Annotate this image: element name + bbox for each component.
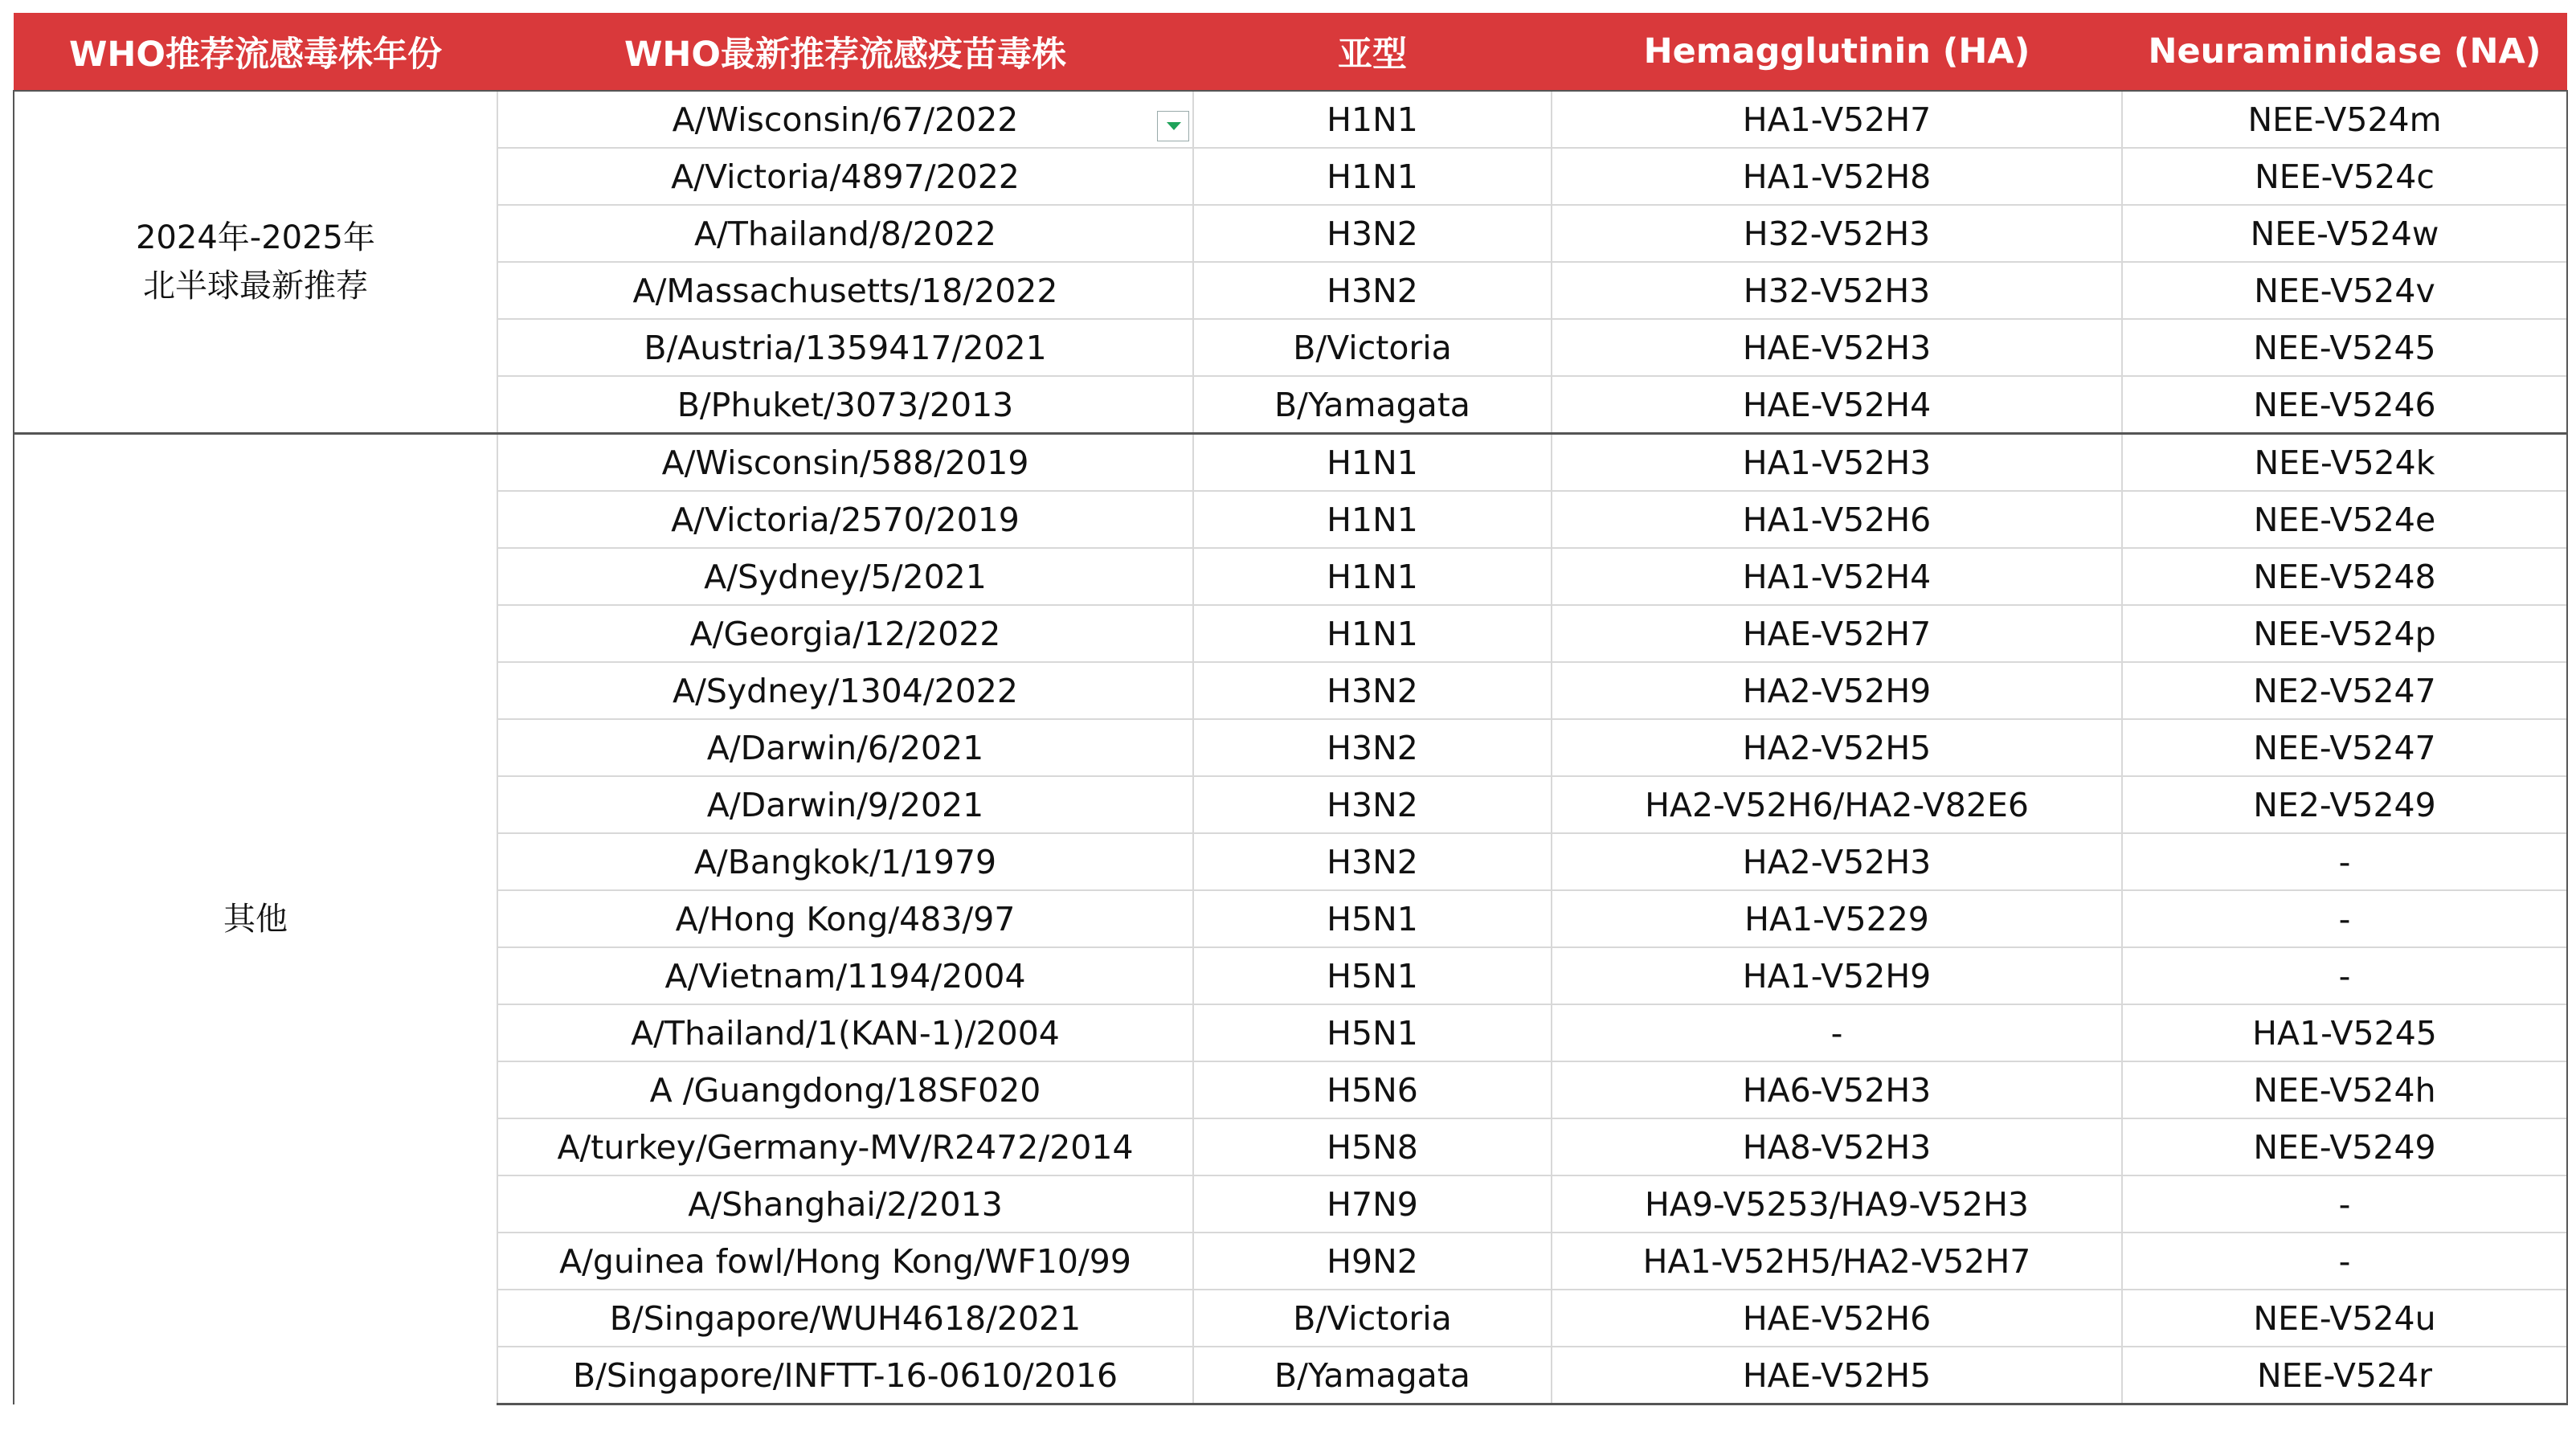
na-cell[interactable]: NEE-V524c — [2122, 148, 2567, 205]
strain-cell[interactable]: A/Bangkok/1/1979 — [497, 833, 1193, 890]
header-year[interactable]: WHO推荐流感毒株年份 — [14, 13, 497, 91]
strain-cell[interactable]: A/Thailand/8/2022 — [497, 205, 1193, 262]
subtype-cell[interactable]: H1N1 — [1193, 491, 1552, 548]
na-cell[interactable]: NEE-V524m — [2122, 91, 2567, 148]
na-cell[interactable]: HA1-V5245 — [2122, 1004, 2567, 1061]
strain-cell[interactable]: A/Darwin/9/2021 — [497, 776, 1193, 833]
ha-cell[interactable]: H32-V52H3 — [1552, 262, 2122, 319]
subtype-cell[interactable]: H5N8 — [1193, 1118, 1552, 1175]
ha-cell[interactable]: HAE-V52H7 — [1552, 605, 2122, 662]
header-na[interactable]: Neuraminidase (NA) — [2122, 13, 2567, 91]
strain-cell[interactable]: B/Singapore/WUH4618/2021 — [497, 1290, 1193, 1347]
strain-cell[interactable] — [497, 91, 1193, 148]
ha-cell[interactable]: HAE-V52H6 — [1552, 1290, 2122, 1347]
ha-cell[interactable]: HA2-V52H6/HA2-V82E6 — [1552, 776, 2122, 833]
na-cell[interactable]: NEE-V524e — [2122, 491, 2567, 548]
strain-cell[interactable]: A /Guangdong/18SF020 — [497, 1061, 1193, 1118]
strain-cell[interactable]: A/Victoria/2570/2019 — [497, 491, 1193, 548]
subtype-cell[interactable]: H5N1 — [1193, 890, 1552, 947]
group-cell-other[interactable] — [14, 434, 497, 1404]
na-cell[interactable]: NEE-V5246 — [2122, 376, 2567, 434]
header-strain[interactable]: WHO最新推荐流感疫苗毒株 — [497, 13, 1193, 91]
header-row — [14, 13, 2567, 91]
subtype-cell[interactable]: B/Yamagata — [1193, 376, 1552, 434]
strain-text: A/Wisconsin/67/2022 — [672, 100, 1019, 139]
subtype-cell[interactable]: H1N1 — [1193, 91, 1552, 148]
subtype-cell[interactable]: H3N2 — [1193, 662, 1552, 719]
strain-cell[interactable]: A/Darwin/6/2021 — [497, 719, 1193, 776]
strain-cell[interactable]: B/Phuket/3073/2013 — [497, 376, 1193, 434]
ha-cell[interactable]: HAE-V52H4 — [1552, 376, 2122, 434]
ha-cell[interactable]: HAE-V52H3 — [1552, 319, 2122, 376]
ha-cell[interactable]: HA1-V52H5/HA2-V52H7 — [1552, 1233, 2122, 1290]
na-cell[interactable]: NEE-V5247 — [2122, 719, 2567, 776]
subtype-cell[interactable]: H5N6 — [1193, 1061, 1552, 1118]
subtype-cell[interactable]: B/Victoria — [1193, 1290, 1552, 1347]
subtype-cell[interactable]: B/Victoria — [1193, 319, 1552, 376]
ha-cell[interactable]: - — [1552, 1004, 2122, 1061]
na-cell[interactable]: - — [2122, 1175, 2567, 1233]
subtype-cell[interactable]: H7N9 — [1193, 1175, 1552, 1233]
ha-cell[interactable]: HA2-V52H9 — [1552, 662, 2122, 719]
na-cell[interactable]: NEE-V524u — [2122, 1290, 2567, 1347]
subtype-cell[interactable]: H1N1 — [1193, 548, 1552, 605]
table-row — [14, 91, 2567, 148]
ha-cell[interactable]: HA8-V52H3 — [1552, 1118, 2122, 1175]
na-cell[interactable]: NE2-V5249 — [2122, 776, 2567, 833]
strain-cell[interactable]: B/Austria/1359417/2021 — [497, 319, 1193, 376]
strain-cell[interactable]: B/Singapore/INFTT-16-0610/2016 — [497, 1347, 1193, 1404]
strain-cell[interactable]: A/Georgia/12/2022 — [497, 605, 1193, 662]
subtype-cell[interactable]: H3N2 — [1193, 205, 1552, 262]
ha-cell[interactable]: HA1-V5229 — [1552, 890, 2122, 947]
ha-cell[interactable]: HA1-V52H4 — [1552, 548, 2122, 605]
ha-cell[interactable]: H32-V52H3 — [1552, 205, 2122, 262]
na-cell[interactable]: NEE-V524k — [2122, 434, 2567, 492]
na-cell[interactable]: NEE-V524r — [2122, 1347, 2567, 1404]
na-cell[interactable]: NEE-V524h — [2122, 1061, 2567, 1118]
ha-cell[interactable]: HA6-V52H3 — [1552, 1061, 2122, 1118]
dropdown-arrow-icon[interactable] — [1157, 111, 1189, 141]
ha-cell[interactable]: HAE-V52H5 — [1552, 1347, 2122, 1404]
strain-cell[interactable]: A/guinea fowl/Hong Kong/WF10/99 — [497, 1233, 1193, 1290]
na-cell[interactable]: - — [2122, 947, 2567, 1004]
strain-cell[interactable]: A/Thailand/1(KAN-1)/2004 — [497, 1004, 1193, 1061]
subtype-cell[interactable]: H5N1 — [1193, 947, 1552, 1004]
na-cell[interactable]: - — [2122, 1233, 2567, 1290]
table-row — [14, 434, 2567, 492]
strain-cell[interactable]: A/Victoria/4897/2022 — [497, 148, 1193, 205]
strain-cell[interactable]: A/Sydney/5/2021 — [497, 548, 1193, 605]
ha-cell[interactable]: HA9-V5253/HA9-V52H3 — [1552, 1175, 2122, 1233]
subtype-cell[interactable]: H3N2 — [1193, 776, 1552, 833]
ha-cell[interactable]: HA1-V52H9 — [1552, 947, 2122, 1004]
header-subtype[interactable]: 亚型 — [1193, 13, 1552, 91]
subtype-cell[interactable]: B/Yamagata — [1193, 1347, 1552, 1404]
na-cell[interactable]: NEE-V524p — [2122, 605, 2567, 662]
header-ha[interactable]: Hemagglutinin (HA) — [1552, 13, 2122, 91]
ha-cell[interactable]: HA1-V52H3 — [1552, 434, 2122, 492]
strain-cell[interactable]: A/Wisconsin/588/2019 — [497, 434, 1193, 492]
strain-cell[interactable]: A/Hong Kong/483/97 — [497, 890, 1193, 947]
na-cell[interactable]: NEE-V5248 — [2122, 548, 2567, 605]
na-cell[interactable]: NEE-V5249 — [2122, 1118, 2567, 1175]
strain-cell[interactable]: A/turkey/Germany-MV/R2472/2014 — [497, 1118, 1193, 1175]
group-cell-2024[interactable] — [14, 91, 497, 434]
subtype-cell[interactable]: H1N1 — [1193, 605, 1552, 662]
ha-cell[interactable]: HA2-V52H5 — [1552, 719, 2122, 776]
subtype-cell[interactable]: H1N1 — [1193, 148, 1552, 205]
na-cell[interactable]: NE2-V5247 — [2122, 662, 2567, 719]
strain-cell[interactable]: A/Sydney/1304/2022 — [497, 662, 1193, 719]
ha-cell[interactable]: HA1-V52H7 — [1552, 91, 2122, 148]
ha-cell[interactable]: HA1-V52H8 — [1552, 148, 2122, 205]
subtype-cell[interactable]: H5N1 — [1193, 1004, 1552, 1061]
group-label-line2: 北半球最新推荐 — [143, 268, 368, 305]
na-cell[interactable]: NEE-V5245 — [2122, 319, 2567, 376]
na-cell[interactable]: NEE-V524w — [2122, 205, 2567, 262]
vaccine-strain-table — [13, 13, 2568, 1405]
subtype-cell[interactable]: H9N2 — [1193, 1233, 1552, 1290]
subtype-cell[interactable]: H3N2 — [1193, 719, 1552, 776]
strain-cell[interactable]: A/Vietnam/1194/2004 — [497, 947, 1193, 1004]
ha-cell[interactable]: HA2-V52H3 — [1552, 833, 2122, 890]
strain-cell[interactable]: A/Massachusetts/18/2022 — [497, 262, 1193, 319]
subtype-cell[interactable]: H1N1 — [1193, 434, 1552, 492]
na-cell[interactable]: - — [2122, 890, 2567, 947]
strain-cell[interactable]: A/Shanghai/2/2013 — [497, 1175, 1193, 1233]
group-label: 其他 — [223, 901, 288, 938]
subtype-cell[interactable]: H3N2 — [1193, 833, 1552, 890]
group-label-line1: 2024年-2025年 — [135, 219, 376, 256]
na-cell[interactable]: - — [2122, 833, 2567, 890]
na-cell[interactable]: NEE-V524v — [2122, 262, 2567, 319]
ha-cell[interactable]: HA1-V52H6 — [1552, 491, 2122, 548]
subtype-cell[interactable]: H3N2 — [1193, 262, 1552, 319]
